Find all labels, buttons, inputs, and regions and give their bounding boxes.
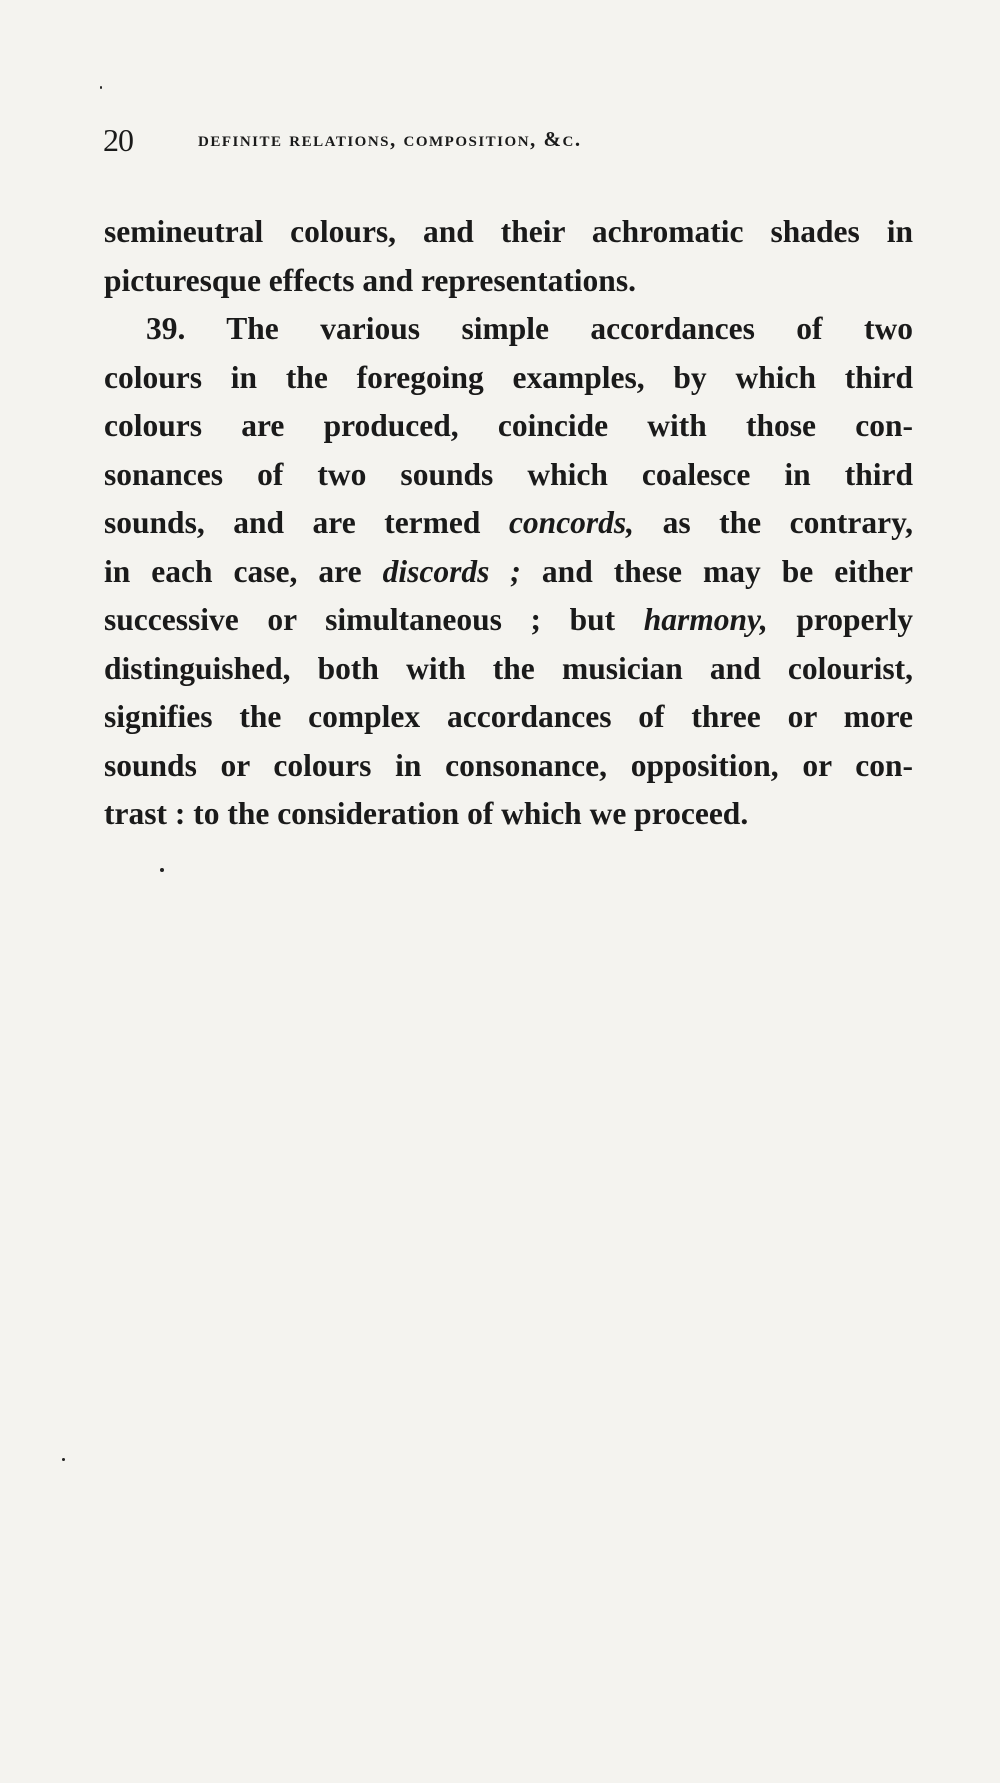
page-number: 20 [103,122,133,158]
running-head: definite relations, composition, &c. [198,127,582,151]
text-line: successive or simultaneous ; but harmony, properly [104,602,913,637]
text-line: in each case, are discords ; and these may be either [104,553,913,589]
italic-term-concords: concords, [508,505,635,540]
text-line: signifies the complex accordances of three or more [104,699,913,734]
text-line: colours are produced, coincide with those con- [104,408,913,443]
print-speck [62,1458,65,1461]
paragraph-start-line: 39. The various simple accordances of two [146,311,913,346]
text-line: sounds or colours in consonance, opposition, or con- [104,747,913,783]
text-line: semineutral colours, and their achromatic shades in [104,214,913,249]
text-line: sounds, and are termed concords, as the contrary, [104,505,913,540]
text-line: sonances of two sounds which coalesce in third [104,456,913,492]
print-speck [100,86,102,89]
text-line: distinguished, both with the musician and colourist, [104,650,913,686]
text-line: colours in the foregoing examples, by which third [104,359,913,395]
print-speck [160,868,164,872]
page-header [103,122,903,162]
italic-term-discords: discords ; [382,553,521,589]
text-line: trast : to the consideration of which we proceed. [104,796,749,831]
italic-term-harmony: harmony, [643,602,768,637]
body-text [104,208,913,839]
text-line: picturesque effects and representations. [104,262,636,298]
